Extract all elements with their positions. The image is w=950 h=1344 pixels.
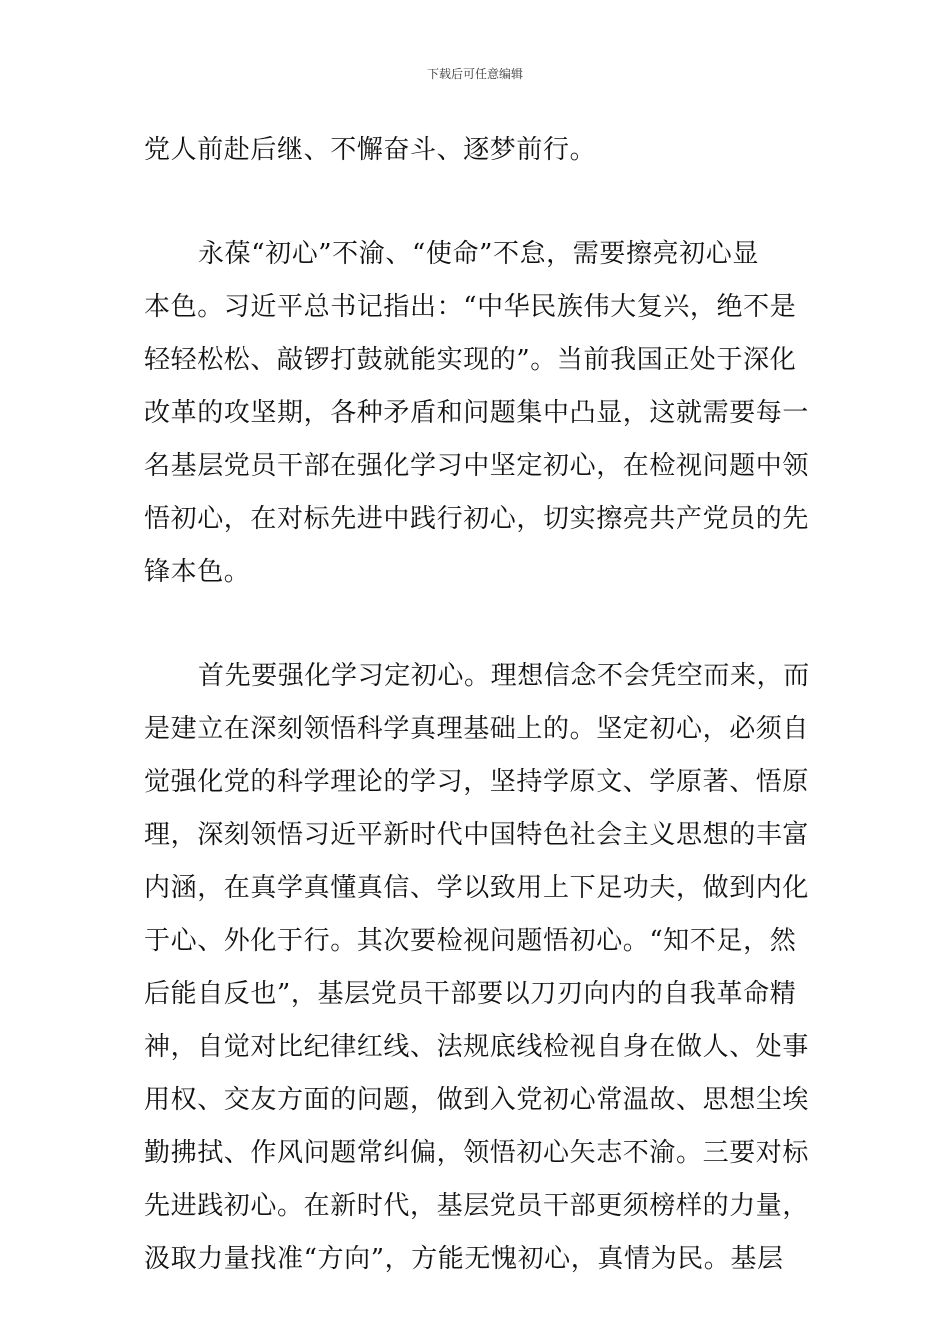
text-line: 觉强化党的科学理论的学习，坚持学原文、学原著、悟原 bbox=[144, 767, 810, 797]
text-line: 悟初心，在对标先进中践行初心，切实擦亮共产党员的先 bbox=[144, 504, 810, 534]
text-line: 内涵，在真学真懂真信、学以致用上下足功夫，做到内化 bbox=[144, 873, 810, 903]
paragraph-gap bbox=[144, 177, 808, 228]
text-line: 神，自觉对比纪律红线、法规底线检视自身在做人、处事 bbox=[144, 1032, 810, 1062]
paragraph-1 bbox=[144, 124, 808, 177]
text-line: 永葆“初心”不渝、“使命”不怠，需要擦亮初心显 bbox=[198, 239, 759, 269]
text-line: 轻轻松松、敲锣打鼓就能实现的”。当前我国正处于深化 bbox=[144, 345, 797, 375]
page-header: 下载后可任意编辑 bbox=[426, 67, 523, 81]
text-line: 改革的攻坚期，各种矛盾和问题集中凸显，这就需要每一 bbox=[144, 398, 810, 428]
text-line: 本色。习近平总书记指出：“中华民族伟大复兴，绝不是 bbox=[144, 292, 797, 322]
text-line: 名基层党员干部在强化学习中坚定初心，在检视问题中领 bbox=[144, 451, 810, 481]
text-line: 后能自反也”，基层党员干部要以刀刃向内的自我革命精 bbox=[144, 979, 797, 1009]
text-line: 于心、外化于行。其次要检视问题悟初心。“知不足，然 bbox=[144, 926, 797, 956]
text-line: 先进践初心。在新时代，基层党员干部更须榜样的力量， bbox=[144, 1191, 810, 1221]
text-line: 理，深刻领悟习近平新时代中国特色社会主义思想的丰富 bbox=[144, 820, 810, 850]
text-line: 是建立在深刻领悟科学真理基础上的。坚定初心，必须自 bbox=[144, 714, 810, 744]
paragraph-2 bbox=[144, 228, 808, 599]
paragraph-3 bbox=[144, 650, 808, 1286]
text-line: 锋本色。 bbox=[144, 557, 251, 587]
text-line: 用权、交友方面的问题，做到入党初心常温故、思想尘埃 bbox=[144, 1085, 810, 1115]
text-line: 首先要强化学习定初心。理想信念不会凭空而来，而 bbox=[198, 661, 810, 691]
text-line: 汲取力量找准“方向”，方能无愧初心，真情为民。基层 bbox=[144, 1244, 784, 1274]
text-line: 勤拂拭、作风问题常纠偏，领悟初心矢志不渝。三要对标 bbox=[144, 1138, 810, 1168]
paragraph-gap bbox=[144, 599, 808, 650]
text-line: 党人前赴后继、不懈奋斗、逐梦前行。 bbox=[144, 135, 597, 165]
document-body bbox=[144, 124, 808, 1286]
